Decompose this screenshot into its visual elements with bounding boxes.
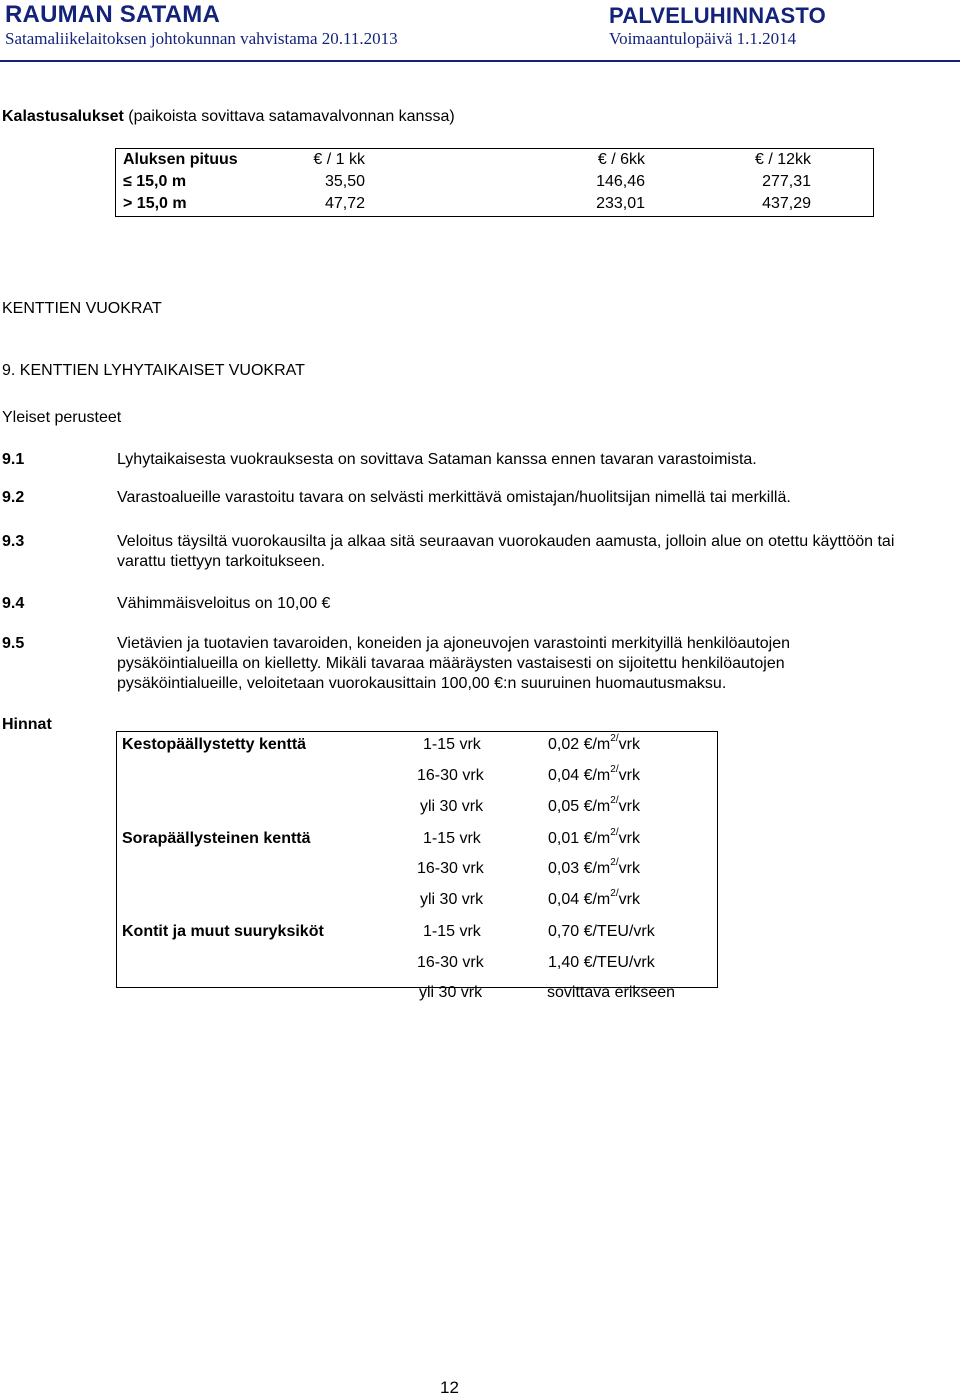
table-cell-price: 437,29 [762, 195, 811, 212]
price-unit: vrk [618, 830, 640, 847]
price-value: 0,02 €/m [548, 736, 611, 753]
rental-price [548, 857, 640, 878]
price-superscript: 2/ [610, 764, 619, 775]
rental-price [548, 764, 640, 785]
rental-period: yli 30 vrk [419, 984, 483, 1001]
rental-price: 0,70 €/TEU/vrk [548, 923, 655, 940]
price-value: 0,01 €/m [548, 830, 611, 847]
section-heading: 9. KENTTIEN LYHYTAIKAISET VUOKRAT [2, 362, 305, 379]
item-text: Veloitus täysiltä vuorokausilta ja alkaa sitä seuraavan vuorokauden aamusta, jolloin alue on otettu käyttöön tai varattu tiettyyn tarkoitukseen. [117, 533, 895, 570]
rental-price [548, 795, 640, 816]
price-value: 0,03 €/m [548, 860, 611, 877]
fishing-heading-bold: Kalastusalukset [2, 108, 124, 125]
table-cell-price: 47,72 [324, 195, 365, 212]
price-table [116, 731, 718, 988]
price-superscript: 2/ [610, 888, 619, 899]
table-cell-price: 277,31 [762, 173, 811, 190]
prices-heading: Hinnat [2, 716, 52, 733]
item-number: 9.4 [2, 595, 25, 612]
column-header-6kk: € / 6kk [597, 151, 645, 168]
fishing-price-table [115, 148, 874, 217]
rental-price [548, 733, 640, 754]
table-cell-price: 233,01 [596, 195, 645, 212]
price-superscript: 2/ [610, 857, 619, 868]
rental-period: 16-30 vrk [417, 767, 484, 784]
rental-price: sovittava erikseen [547, 984, 676, 1001]
price-value: 0,04 €/m [548, 891, 611, 908]
main-heading: KENTTIEN VUOKRAT [2, 300, 162, 317]
general-heading: Yleiset perusteet [2, 409, 122, 426]
page-number: 12 [440, 1378, 459, 1397]
item-number: 9.2 [2, 489, 25, 506]
group-name: Sorapäällysteinen kenttä [122, 830, 311, 847]
fishing-heading-note: (paikoista sovittava satamavalvonnan kanssa) [123, 108, 455, 125]
column-header-1kk: € / 1 kk [313, 151, 365, 168]
group-name: Kestopäällystetty kenttä [122, 736, 307, 753]
rental-period: 1-15 vrk [423, 923, 481, 940]
price-unit: vrk [618, 860, 640, 877]
price-value: 0,05 €/m [548, 798, 611, 815]
rental-period: 16-30 vrk [417, 860, 484, 877]
item-text: Lyhytaikaisesta vuokrauksesta on sovittava Sataman kanssa ennen tavaran varastoimista. [117, 451, 757, 468]
price-unit: vrk [618, 798, 640, 815]
document-title: PALVELUHINNASTO [609, 3, 826, 28]
column-header-12kk: € / 12kk [754, 151, 811, 168]
rental-period: 1-15 vrk [423, 736, 481, 753]
item-number: 9.3 [2, 533, 25, 550]
table-row-length: > 15,0 m [123, 195, 187, 212]
fishing-heading [2, 107, 455, 127]
rental-period: yli 30 vrk [420, 891, 484, 908]
price-unit: vrk [618, 767, 640, 784]
column-header-length: Aluksen pituus [123, 151, 238, 168]
rental-price [548, 827, 640, 848]
table-cell-price: 146,46 [596, 173, 645, 190]
price-value: 0,04 €/m [548, 767, 611, 784]
item-number: 9.5 [2, 635, 25, 652]
price-unit: vrk [618, 736, 640, 753]
rental-price [548, 888, 640, 909]
org-title: RAUMAN SATAMA [5, 1, 221, 28]
table-cell-price: 35,50 [324, 173, 365, 190]
rental-price: 1,40 €/TEU/vrk [548, 954, 655, 971]
header-divider [0, 60, 960, 62]
rental-period: 16-30 vrk [417, 954, 484, 971]
group-name: Kontit ja muut suuryksiköt [122, 923, 324, 940]
approval-note: Satamaliikelaitoksen johtokunnan vahvistama 20.11.2013 [5, 29, 398, 48]
effective-date: Voimaantulopäivä 1.1.2014 [609, 29, 797, 48]
price-superscript: 2/ [610, 733, 619, 744]
item-text: Varastoalueille varastoitu tavara on selvästi merkittävä omistajan/huolitsijan nimellä tai merkillä. [117, 489, 791, 506]
price-unit: vrk [618, 891, 640, 908]
rental-period: yli 30 vrk [420, 798, 484, 815]
price-superscript: 2/ [610, 827, 619, 838]
table-row-length: ≤ 15,0 m [123, 173, 187, 190]
item-text: Vähimmäisveloitus on 10,00 € [117, 595, 331, 612]
item-text: Vietävien ja tuotavien tavaroiden, koneiden ja ajoneuvojen varastointi merkityillä henkilöautojen pysäköintialueilla on kielletty. Mikäli tavaraa määräysten vastaisesti on sijoitettu henkilöautojen pysäköintialueille, veloitetaan vuorokausittain 100,00 €:n suuruinen huomautusmaksu. [117, 635, 791, 692]
rental-period: 1-15 vrk [423, 830, 481, 847]
item-number: 9.1 [2, 451, 25, 468]
price-superscript: 2/ [610, 795, 619, 806]
